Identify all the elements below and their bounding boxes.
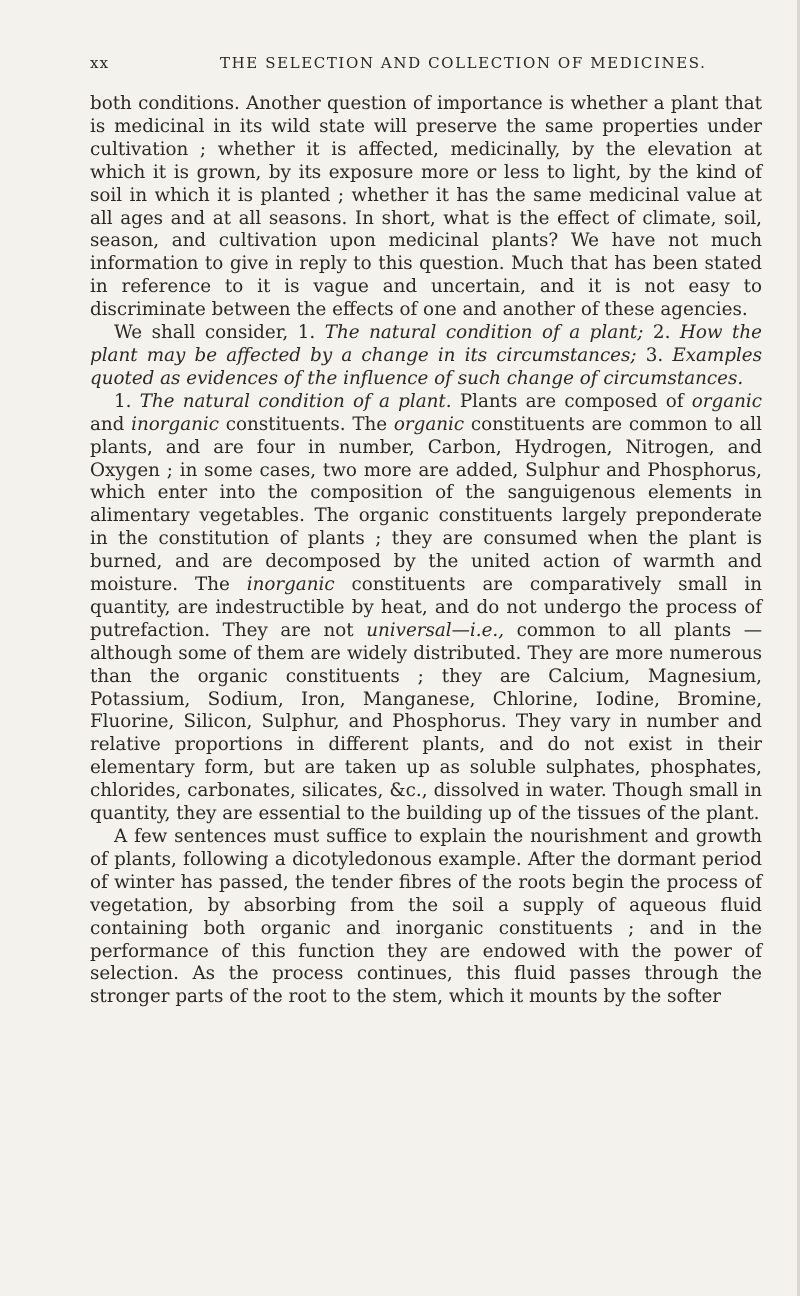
text-run: common to all plants —although some of them are widely distributed. They are more numerous than the organic constituents ; they are Calcium, Magnesium, Potassium, Sodium, Iron, Manganese, Chlorine, Iodine, Bromine, Fluorine, Silicon, Sulphur, and Phosphorus. They vary in number and relative proportions in different plants, and do not exist in their elementary form, but are taken up as soluble sulphates, phosphates, chlorides, carbonates, silicates, &c., dissolved in water. Though small in quantity, they are essential to the building up of the tissues of the plant. — [90, 619, 762, 825]
paragraph — [90, 391, 762, 826]
text-run: and — [90, 413, 132, 435]
text-run: both conditions. Another question of importance is whether a plant that is medicinal in its wild state will preserve the same properties under cultivation ; whether it is affected, medicinally, by the elevation at which it is grown, by its exposure more or less to light, by the kind of soil in which it is planted ; whether it has the same medicinal value at all ages and at all seasons. In short, what is the effect of climate, soil, season, and cultivation upon medicinal plants? We have not much information to give in reply to this question. Much that has been stated in reference to it is vague and uncertain, and it is not easy to discriminate between the effects of one and another of these agencies. — [90, 93, 762, 321]
italic-text: inorganic — [246, 574, 335, 596]
text-run: A few sentences must suffice to explain the nourishment and growth of plants, following a dicotyledonous example. After the dormant period of winter has passed, the tender fibres of the roots begin the process of vegetation, by absorbing from the soil a supply of aqueous fluid containing both organic and inorganic constituents ; and in the performance of this function they are endowed with the power of selection. As the process continues, this fluid passes through the stronger parts of the root to the stem, which it mounts by the softer — [90, 826, 762, 1008]
paragraph — [90, 93, 762, 322]
italic-text: Examples quoted as evidences of the influence of such change of circumstances. — [90, 344, 762, 389]
paragraph — [90, 322, 762, 391]
text-run: constituents are comparatively small in quantity, are indestructible by heat, and do not undergo the process of putrefaction. They are not — [90, 574, 763, 641]
italic-text: universal—i.e., — [366, 619, 505, 641]
paragraph — [90, 826, 762, 1009]
italic-text: organic — [393, 413, 465, 435]
text-run: 3. — [636, 344, 673, 366]
italic-text: How the plant may be affected by a change in its circumstances; — [90, 322, 762, 366]
text-run: 1. — [114, 390, 140, 412]
text-run: 2. — [643, 322, 680, 344]
body-text — [90, 93, 762, 1009]
text-run: Plants are composed of — [451, 390, 692, 412]
italic-text: inorganic — [131, 413, 219, 435]
running-header — [90, 54, 770, 74]
running-title: THE SELECTION AND COLLECTION OF MEDICINES. — [220, 54, 707, 72]
italic-text: The natural condition of a plant; — [324, 322, 644, 344]
text-run: constituents are common to all plants, and are four in number, Carbon, Hydrogen, Nitrogen, and Oxygen ; in some cases, two more are added, Sulphur and Phosphorus, which enter into the composition of the sanguigenous elements in alimentary vegetables. The organic constituents largely preponderate in the constitution of plants ; they are consumed when the plant is burned, and are decomposed by the united action of warmth and moisture. The — [90, 413, 763, 596]
italic-text: The natural condition of a plant. — [139, 390, 452, 412]
page-number: xx — [90, 54, 110, 72]
text-run: We shall consider, 1. — [114, 322, 325, 344]
italic-text: organic — [691, 390, 762, 412]
text-run: constituents. The — [218, 413, 394, 435]
